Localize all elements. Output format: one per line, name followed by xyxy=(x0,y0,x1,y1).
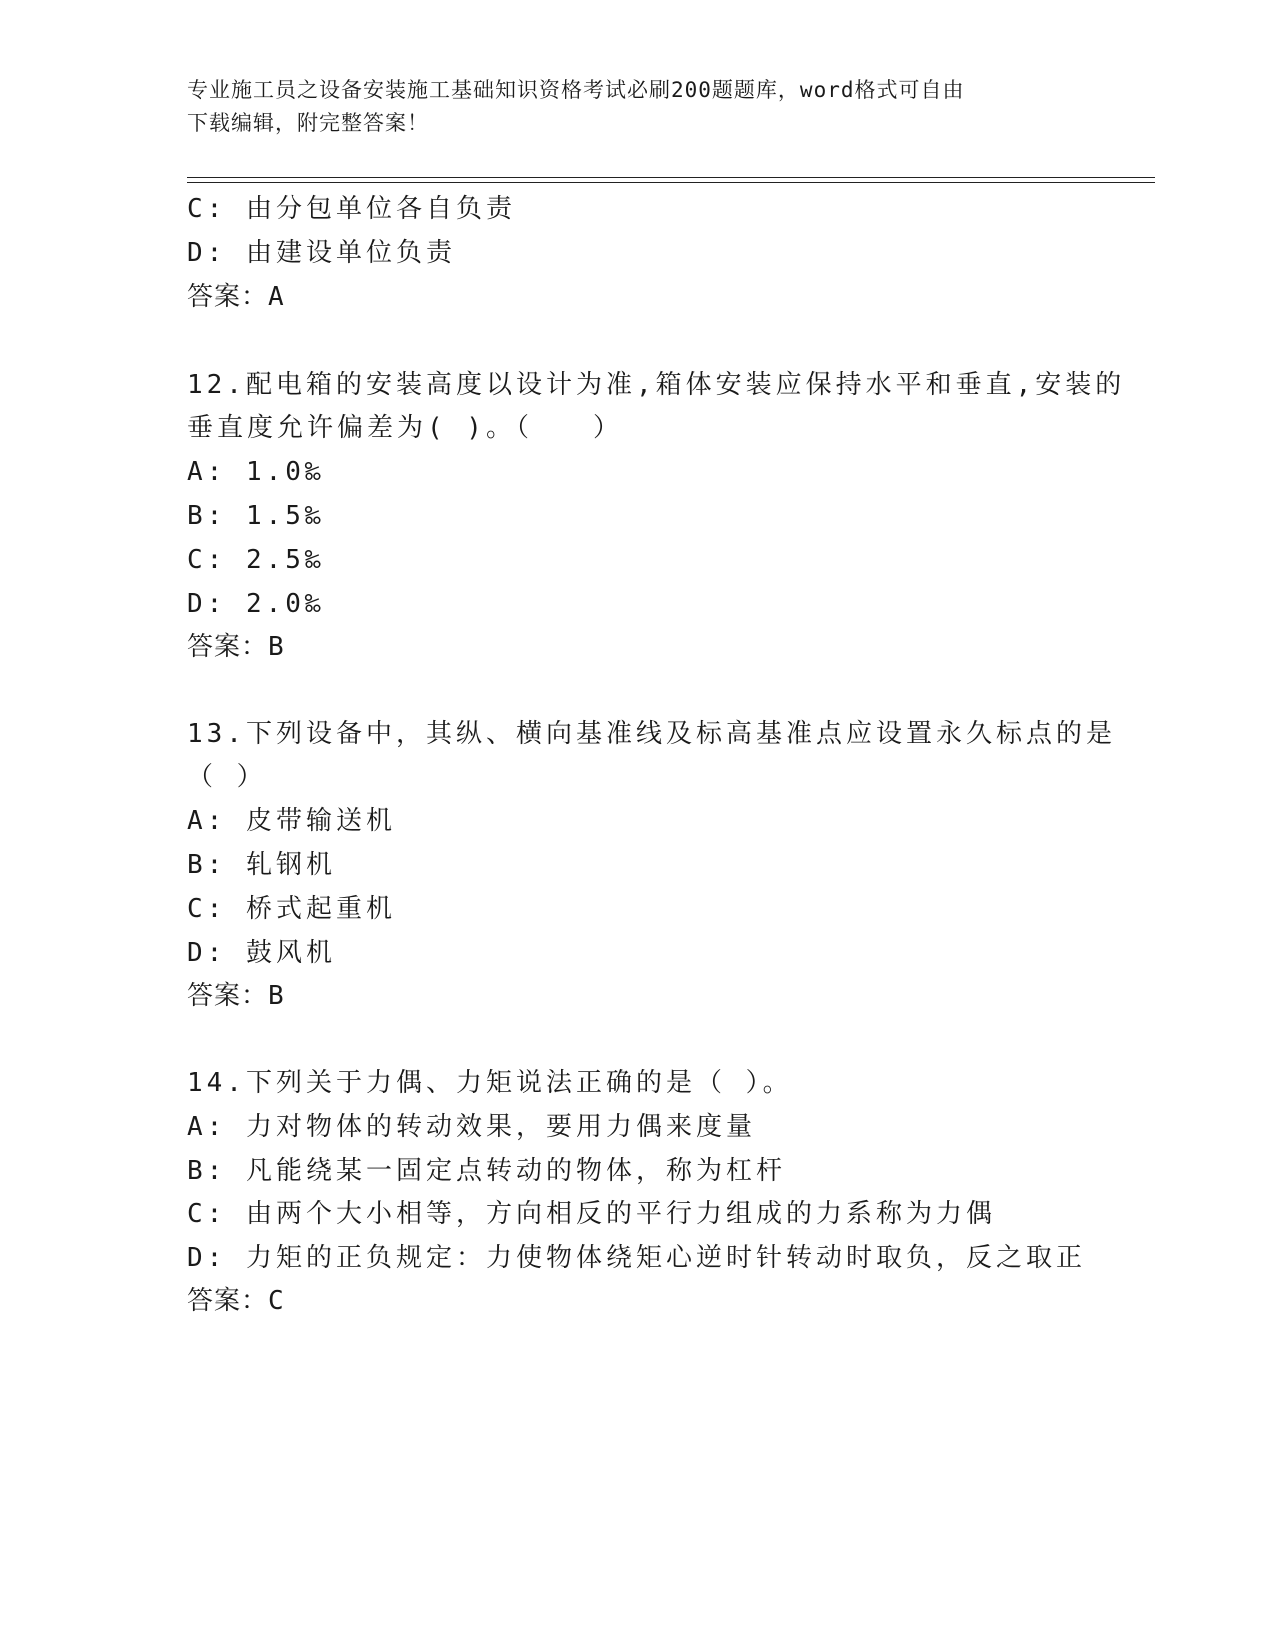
answer: 答案：A xyxy=(187,282,285,312)
option-b: B: 凡能绕某一固定点转动的物体，称为杠杆 xyxy=(187,1156,786,1186)
option-c: C: 2.5‰ xyxy=(187,545,325,575)
option-a: A: 皮带输送机 xyxy=(187,806,396,836)
header-divider-top xyxy=(187,177,1155,178)
option-c: C: 桥式起重机 xyxy=(187,894,396,924)
option-d: D: 力矩的正负规定：力使物体绕矩心逆时针转动时取负，反之取正 xyxy=(187,1243,1086,1273)
header-line-2: 下载编辑，附完整答案！ xyxy=(187,111,429,135)
header-divider-bottom xyxy=(187,182,1155,183)
question-stem: 14.下列关于力偶、力矩说法正确的是（ ）。 xyxy=(187,1068,793,1098)
question-stem-continued: 垂直度允许偏差为( )。（ ） xyxy=(187,413,623,443)
question-stem-continued: （ ） xyxy=(187,762,267,792)
option-a: A: 1.0‰ xyxy=(187,457,325,487)
question-stem: 13.下列设备中，其纵、横向基准线及标高基准点应设置永久标点的是 xyxy=(187,719,1116,749)
option-a: A: 力对物体的转动效果，要用力偶来度量 xyxy=(187,1112,756,1142)
option-d: D: 2.0‰ xyxy=(187,589,325,619)
option-c: C: 由分包单位各自负责 xyxy=(187,194,516,224)
option-d: D: 由建设单位负责 xyxy=(187,238,456,268)
option-b: B: 1.5‰ xyxy=(187,501,325,531)
answer: 答案：B xyxy=(187,981,285,1011)
document-header xyxy=(187,74,1067,140)
answer: 答案：B xyxy=(187,632,285,662)
header-line-1: 专业施工员之设备安装施工基础知识资格考试必刷200题题库，word格式可自由 xyxy=(187,78,965,102)
option-c: C: 由两个大小相等，方向相反的平行力组成的力系称为力偶 xyxy=(187,1199,996,1229)
option-d: D: 鼓风机 xyxy=(187,938,336,968)
option-b: B: 轧钢机 xyxy=(187,850,336,880)
answer: 答案：C xyxy=(187,1286,285,1316)
question-stem: 12.配电箱的安装高度以设计为准,箱体安装应保持水平和垂直,安装的 xyxy=(187,370,1126,400)
